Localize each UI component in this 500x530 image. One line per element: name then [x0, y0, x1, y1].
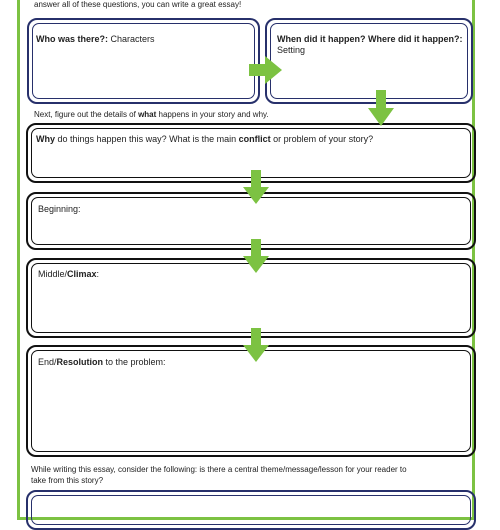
theme-box[interactable]: [26, 490, 476, 530]
when-where-label: When did it happen? Where did it happen?: Setting: [277, 34, 463, 55]
down-arrow-icon-2: [243, 170, 269, 204]
beginning-box-inner-border: [31, 197, 471, 245]
down-arrow-icon-3: [243, 239, 269, 273]
middle-label: Middle/Climax:: [38, 269, 100, 279]
who-box[interactable]: [27, 18, 260, 104]
intro-text: answer all of these questions, you can write a great essay!: [34, 0, 242, 9]
end-label: End/Resolution to the problem:: [38, 357, 166, 367]
down-arrow-icon-1: [368, 90, 394, 126]
next-text: Next, figure out the details of what happens in your story and why.: [34, 110, 269, 119]
conflict-label: Why do things happen this way? What is the main conflict or problem of your story?: [36, 134, 374, 144]
closing-text-line1: While writing this essay, consider the following: is there a central theme/message/lesson for your reader to: [31, 465, 407, 474]
right-arrow-icon: [249, 56, 283, 84]
who-label: Who was there?: Characters: [36, 34, 155, 44]
closing-text-line2: take from this story?: [31, 476, 104, 485]
down-arrow-icon-4: [243, 328, 269, 362]
beginning-label: Beginning:: [38, 204, 81, 214]
